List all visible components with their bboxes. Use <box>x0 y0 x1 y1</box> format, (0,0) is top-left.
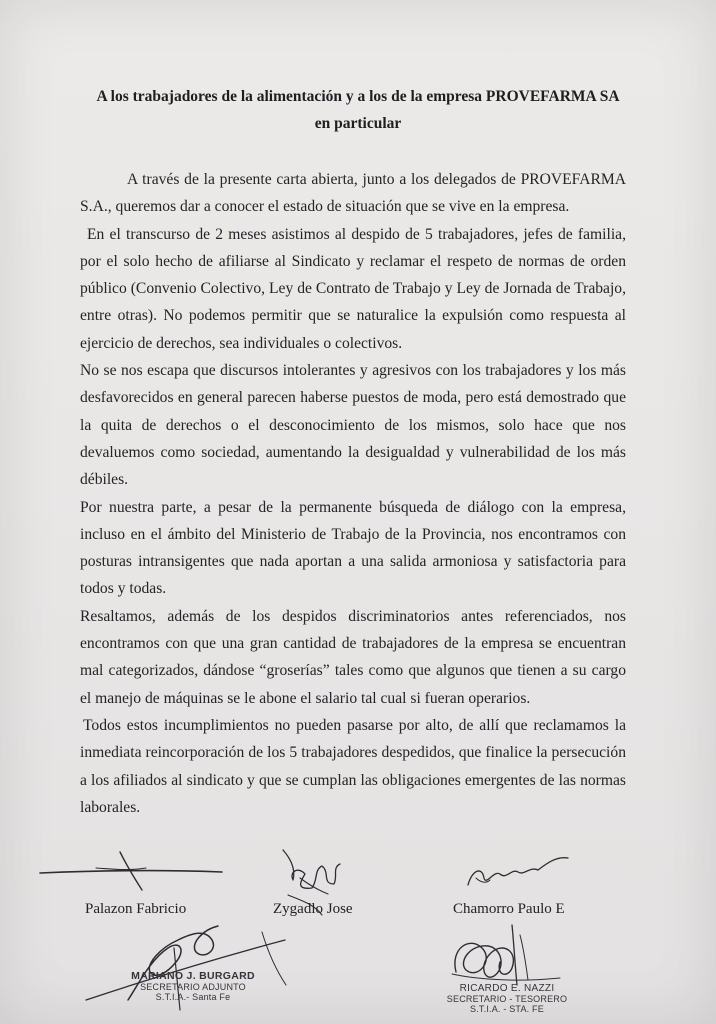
stamp-left-name: MARIANO J. BURGARD <box>131 970 255 982</box>
signature-zygadlo <box>283 850 340 888</box>
paragraph-categorization: Resaltamos, además de los despidos discriminatorios antes referenciados, nos encontramos con que una gran cantidad de trabajadores de la empresa se encuentran mal categorizados, dándose “groserías” tales como que algunos que tienen a su cargo el manejo de máquinas se le abone el salario tal cual si fueran operarios. <box>80 607 626 707</box>
signature-chamorro <box>468 858 568 885</box>
paragraph-dismissals: En el transcurso de 2 meses asistimos al despido de 5 trabajadores, jefes de familia, por el solo hecho de afiliarse al Sindicato y reclamar el respeto de normas de orden público (Convenio Colectivo, Ley de Contrato de Trabajo y Ley de Jornada de Trabajo, entre otras). No podemos permitir que se naturalice la expulsión como respuesta al ejercicio de derechos, sea individuales o colectivos. <box>80 225 626 352</box>
stamp-right-title: SECRETARIO - TESORERO <box>446 994 568 1004</box>
stamp-left-title: SECRETARIO ADJUNTO <box>140 982 246 992</box>
union-stamp-left <box>98 970 288 1002</box>
signatory-name-middle: Zygadlo Jose <box>273 901 353 917</box>
paragraph-demands: Todos estos incumplimientos no pueden pasarse por alto, de allí que reclamamos la inmediata reincorporación de los 5 trabajadores despedidos, que finalice la persecución a los afiliados al sindicato y que se cumplan las obligaciones emergentes de las normas laborales. <box>80 716 626 816</box>
signatory-name-left: Palazon Fabricio <box>85 901 187 917</box>
signature-nazzi <box>455 943 514 977</box>
paragraph-dialogue: Por nuestra parte, a pesar de la permanente búsqueda de diálogo con la empresa, incluso en el ámbito del Ministerio de Trabajo de la Provincia, nos encontramos con posturas intransigentes que nada aportan a una salida armoniosa y satisfactoria para todos y todas. <box>80 498 626 598</box>
letter-title: A los trabajadores de la alimentación y a los de la empresa PROVEFARMA SA <box>96 88 620 105</box>
letter-body <box>80 166 626 821</box>
stamp-right-name: RICARDO E. NAZZI <box>459 983 555 994</box>
paragraph-discourses: No se nos escapa que discursos intolerantes y agresivos con los trabajadores y los más desfavorecidos en general parecen haberse puestos de moda, pero está demostrado que la quita de derechos o el desconocimiento de los mismos, solo hace que nos devaluemos como sociedad, aumentando la desigualdad y vulnerabilidad de los más débiles. <box>80 362 626 489</box>
signatory-name-right: Chamorro Paulo E <box>453 901 565 917</box>
letter-title-continued: en particular <box>314 115 402 132</box>
union-stamp-right <box>432 983 582 1014</box>
stamp-left-org: S.T.I.A.- Santa Fe <box>155 992 231 1002</box>
signature-palazon <box>40 871 222 873</box>
stamp-right-org: S.T.I.A. - STA. FE <box>470 1004 544 1014</box>
paragraph-intro: A través de la presente carta abierta, junto a los delegados de PROVEFARMA S.A., queremos dar a conocer el estado de situación que se vive en la empresa. <box>80 171 626 216</box>
